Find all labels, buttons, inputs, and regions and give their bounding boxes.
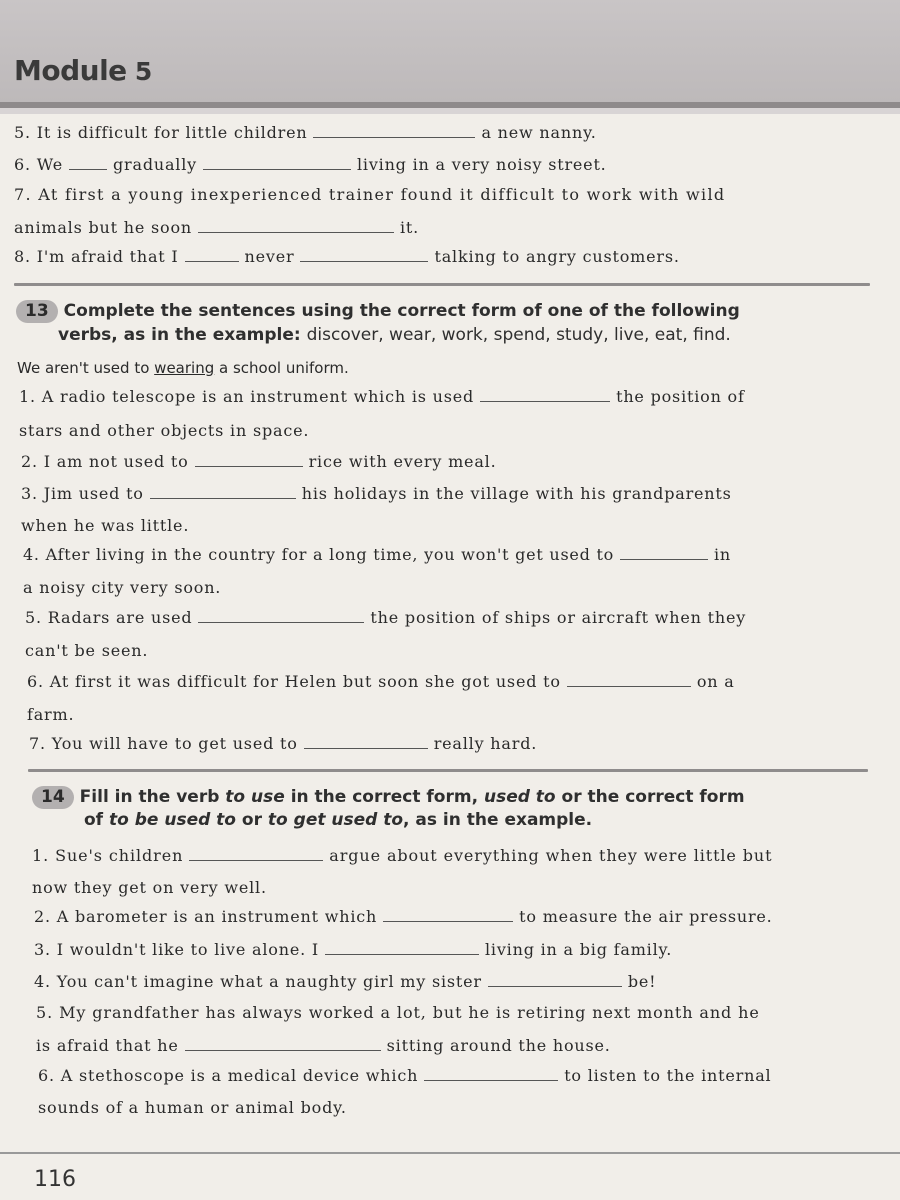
heading-text: , as in the example. (403, 810, 593, 830)
item-text: We (36, 155, 63, 174)
top-item-6 (14, 155, 607, 175)
ex13-item-6 (27, 672, 735, 692)
section-divider (14, 283, 870, 286)
item-text: Sue's children (55, 846, 184, 865)
heading-italic: to be used to (109, 810, 236, 830)
item-number: 5. (14, 123, 31, 142)
exercise-number-badge: 13 (16, 300, 58, 323)
item-text: it. (400, 218, 420, 237)
page-number: 116 (34, 1167, 76, 1192)
item-text: farm. (27, 705, 75, 724)
exercise-14-heading-2 (84, 809, 592, 832)
ex13-item-2 (21, 452, 496, 472)
ex13-item-7 (29, 734, 537, 754)
ex13-item-5-cont (25, 641, 148, 661)
ex14-item-4 (34, 972, 656, 992)
item-text: My grandfather has always worked a lot, but he is retiring next month and he (59, 1003, 760, 1022)
item-text: You will have to get used to (51, 734, 298, 753)
answer-blank[interactable] (185, 247, 239, 262)
heading-italic: to use (225, 787, 285, 807)
item-text: in (714, 545, 731, 564)
header-band (0, 0, 900, 108)
item-number: 3. (21, 484, 38, 503)
verb-list: discover, wear, work, spend, study, live, eat, find. (306, 325, 731, 345)
item-text: argue about everything when they were little but (329, 846, 773, 865)
item-text: A stethoscope is a medical device which (60, 1066, 419, 1085)
item-number: 7. (14, 185, 32, 204)
item-number: 3. (34, 940, 51, 959)
example-text: We aren't used to (17, 359, 150, 377)
item-number: 6. (38, 1066, 55, 1085)
ex14-item-5-cont (36, 1036, 611, 1056)
item-number: 2. (34, 907, 51, 926)
item-number: 6. (27, 672, 44, 691)
exercise-13-example (17, 359, 349, 377)
answer-blank[interactable] (150, 484, 296, 499)
heading-text: Fill in the verb (79, 787, 220, 807)
item-text: living in a very noisy street. (356, 155, 607, 174)
item-text: sitting around the house. (386, 1036, 611, 1055)
exercise-13-heading-2 (58, 324, 731, 347)
item-text: sounds of a human or animal body. (38, 1098, 347, 1117)
item-number: 4. (23, 545, 40, 564)
answer-blank[interactable] (189, 846, 323, 861)
item-text: can't be seen. (25, 641, 149, 660)
ex13-item-1 (19, 387, 745, 407)
item-text: now they get on very well. (32, 878, 267, 897)
item-text: rice with every meal. (308, 452, 497, 471)
item-number: 1. (32, 846, 50, 865)
section-divider (28, 769, 868, 772)
answer-blank[interactable] (69, 155, 107, 170)
item-number: 5. (36, 1003, 54, 1022)
item-number: 4. (34, 972, 51, 991)
item-text: his holidays in the village with his grandparents (301, 484, 732, 503)
item-number: 7. (29, 734, 46, 753)
ex13-item-4 (23, 545, 731, 565)
example-text: a school uniform. (219, 359, 349, 377)
ex13-item-3 (21, 484, 732, 504)
heading-text: of (84, 810, 104, 830)
heading-italic: used to (483, 787, 556, 807)
answer-blank[interactable] (198, 218, 394, 233)
heading-text: Complete the sentences using the correct form of one of the following (63, 301, 740, 321)
item-text: A radio telescope is an instrument which is used (41, 387, 475, 406)
item-number: 5. (25, 608, 42, 627)
item-text: animals but he soon (14, 218, 192, 237)
item-text: on a (696, 672, 735, 691)
item-text: I'm afraid that I (36, 247, 179, 266)
answer-blank[interactable] (203, 155, 351, 170)
item-text: Jim used to (43, 484, 144, 503)
ex14-item-6-cont (38, 1098, 347, 1118)
item-text: is afraid that he (36, 1036, 179, 1055)
answer-blank[interactable] (195, 452, 303, 467)
footer-rule (0, 1152, 900, 1154)
item-text: talking to angry customers. (434, 247, 680, 266)
answer-blank[interactable] (185, 1036, 381, 1051)
item-text: You can't imagine what a naughty girl my sister (56, 972, 482, 991)
top-item-7 (14, 185, 725, 205)
answer-blank[interactable] (198, 608, 364, 623)
top-item-7-cont (14, 218, 419, 238)
item-text: After living in the country for a long time, you won't get used to (45, 545, 615, 564)
item-text: At first it was difficult for Helen but soon she got used to (49, 672, 561, 691)
item-text: It is difficult for little children (36, 123, 308, 142)
item-number: 2. (21, 452, 38, 471)
module-title (14, 54, 152, 87)
item-text: be! (627, 972, 657, 991)
heading-text: or the correct form (561, 787, 745, 807)
heading-italic: to get used to (267, 810, 404, 830)
example-answer: wearing (154, 359, 215, 377)
ex13-item-5 (25, 608, 746, 628)
item-text: Radars are used (47, 608, 193, 627)
top-item-5 (14, 123, 597, 143)
item-text: never (244, 247, 295, 266)
item-text: A barometer is an instrument which (56, 907, 378, 926)
answer-blank[interactable] (424, 1066, 558, 1081)
heading-text: in the correct form, (290, 787, 479, 807)
module-word: Module (14, 54, 127, 87)
item-text: to measure the air pressure. (519, 907, 773, 926)
item-text: the position of ships or aircraft when they (370, 608, 747, 627)
ex14-item-2 (34, 907, 773, 927)
answer-blank[interactable] (567, 672, 691, 687)
ex14-item-3 (34, 940, 672, 960)
top-item-8 (14, 247, 680, 267)
item-text: a noisy city very soon. (23, 578, 222, 597)
ex14-item-5 (36, 1003, 760, 1023)
item-text: I am not used to (43, 452, 189, 471)
item-text: when he was little. (21, 516, 190, 535)
exercise-13-heading (16, 300, 740, 323)
item-text: to listen to the internal (564, 1066, 772, 1085)
item-number: 8. (14, 247, 31, 266)
item-text: gradually (112, 155, 197, 174)
answer-blank[interactable] (313, 123, 475, 138)
ex13-item-3-cont (21, 516, 189, 536)
module-number: 5 (134, 57, 152, 86)
answer-blank[interactable] (383, 907, 513, 922)
heading-text: verbs, as in the example: (58, 325, 301, 345)
answer-blank[interactable] (300, 247, 428, 262)
ex14-item-1 (32, 846, 772, 866)
item-number: 1. (19, 387, 36, 406)
item-text: the position of (616, 387, 745, 406)
item-number: 6. (14, 155, 31, 174)
heading-text: or (241, 810, 262, 830)
answer-blank[interactable] (304, 734, 428, 749)
item-text: living in a big family. (485, 940, 673, 959)
item-text: At first a young inexperienced trainer found it difficult to work with wild (38, 185, 726, 204)
exercise-14-heading (32, 786, 745, 809)
ex13-item-4-cont (23, 578, 221, 598)
ex14-item-1-cont (32, 878, 267, 898)
ex13-item-1-cont (19, 421, 309, 441)
answer-blank[interactable] (325, 940, 479, 955)
ex14-item-6 (38, 1066, 771, 1086)
answer-blank[interactable] (480, 387, 610, 402)
ex13-item-6-cont (27, 705, 74, 725)
item-text: stars and other objects in space. (19, 421, 310, 440)
exercise-number-badge: 14 (32, 786, 74, 809)
item-text: a new nanny. (481, 123, 597, 142)
item-text: really hard. (433, 734, 538, 753)
item-text: I wouldn't like to live alone. I (56, 940, 319, 959)
answer-blank[interactable] (620, 545, 708, 560)
answer-blank[interactable] (488, 972, 622, 987)
